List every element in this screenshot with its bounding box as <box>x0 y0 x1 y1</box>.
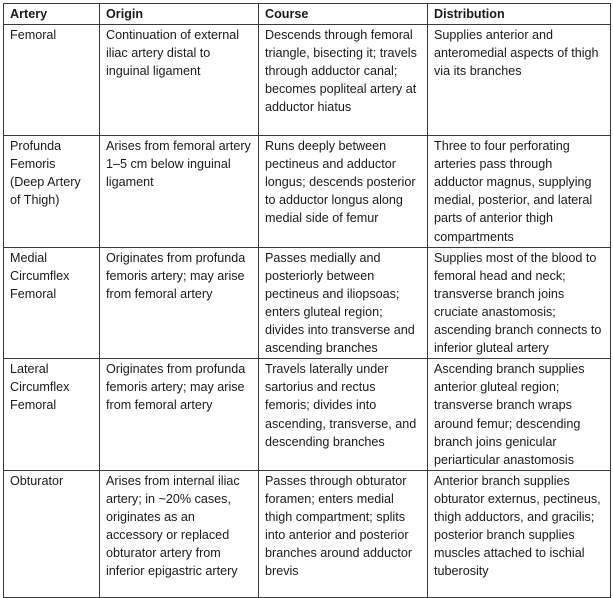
cell-distribution: Supplies most of the blood to femoral head and neck; transverse branch joins cruciate anastomosis; ascending branch connects to inferior gluteal artery <box>428 247 611 359</box>
cell-origin: Originates from profunda femoris artery; may arise from femoral artery <box>100 247 259 359</box>
header-row <box>4 4 611 25</box>
cell-origin: Continuation of external iliac artery distal to inguinal ligament <box>100 25 259 136</box>
cell-artery: Obturator <box>4 470 100 597</box>
header-distribution: Distribution <box>428 4 611 25</box>
cell-course: Descends through femoral triangle, bisecting it; travels through adductor canal; becomes popliteal artery at adductor hiatus <box>259 25 428 136</box>
cell-origin: Originates from profunda femoris artery; may arise from femoral artery <box>100 359 259 471</box>
cell-course: Passes medially and posteriorly between pectineus and iliopsoas; enters gluteal region; divides into transverse and ascending branches <box>259 247 428 359</box>
header-course: Course <box>259 4 428 25</box>
cell-artery: Profunda Femoris (Deep Artery of Thigh) <box>4 136 100 248</box>
cell-distribution: Supplies anterior and anteromedial aspects of thigh via its branches <box>428 25 611 136</box>
cell-distribution: Anterior branch supplies obturator externus, pectineus, thigh adductors, and gracilis; posterior branch supplies muscles attached to ischial tuberosity <box>428 470 611 597</box>
cell-artery: Lateral Circumflex Femoral <box>4 359 100 471</box>
table-row <box>4 359 611 471</box>
cell-course: Travels laterally under sartorius and rectus femoris; divides into ascending, transverse, and descending branches <box>259 359 428 471</box>
artery-table <box>3 3 611 598</box>
table-row <box>4 247 611 359</box>
cell-distribution: Ascending branch supplies anterior gluteal region; transverse branch wraps around femur; descending branch joins genicular periarticular anastomosis <box>428 359 611 471</box>
header-origin: Origin <box>100 4 259 25</box>
table-row <box>4 470 611 597</box>
header-artery: Artery <box>4 4 100 25</box>
cell-distribution: Three to four perforating arteries pass through adductor magnus, supplying medial, posterior, and lateral parts of anterior thigh compartments <box>428 136 611 248</box>
table-row <box>4 25 611 136</box>
cell-artery: Medial Circumflex Femoral <box>4 247 100 359</box>
cell-origin: Arises from femoral artery 1–5 cm below inguinal ligament <box>100 136 259 248</box>
cell-course: Runs deeply between pectineus and adductor longus; descends posterior to adductor longus along medial side of femur <box>259 136 428 248</box>
cell-course: Passes through obturator foramen; enters medial thigh compartment; splits into anterior and posterior branches around adductor brevis <box>259 470 428 597</box>
cell-artery: Femoral <box>4 25 100 136</box>
table-row <box>4 136 611 248</box>
cell-origin: Arises from internal iliac artery; in ~20% cases, originates as an accessory or replaced obturator artery from inferior epigastric artery <box>100 470 259 597</box>
